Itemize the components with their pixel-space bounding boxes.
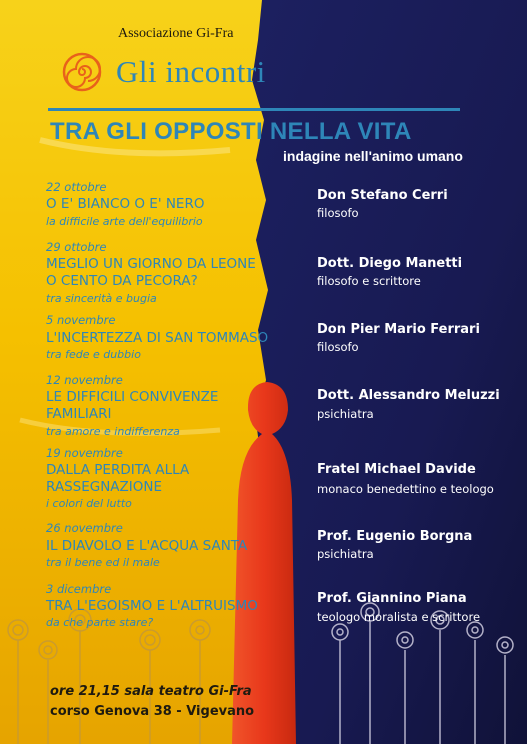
event-speaker: Prof. Eugenio Borgna	[317, 529, 473, 544]
spiral-logo-icon	[62, 52, 102, 92]
event-speaker: Dott. Diego Manetti	[317, 256, 463, 271]
event-date: 22 ottobre	[46, 180, 107, 194]
event-speaker-role: psichiatra	[317, 547, 374, 561]
event-date: 29 ottobre	[46, 240, 107, 254]
event-topic: LE DIFFICILI CONVIVENZE	[46, 389, 219, 405]
event-date: 5 novembre	[46, 313, 116, 327]
event-speaker-role: psichiatra	[317, 407, 374, 421]
event-topic: IL DIAVOLO E L'ACQUA SANTA	[46, 538, 248, 554]
event-topic: L'INCERTEZZA DI SAN TOMMASO	[46, 330, 269, 346]
event-topic: FAMILIARI	[46, 406, 112, 422]
event-note: tra fede e dubbio	[46, 348, 141, 361]
event-date: 26 novembre	[46, 521, 123, 535]
event-date: 3 dicembre	[46, 582, 112, 596]
association-name: Associazione Gi-Fra	[118, 26, 234, 41]
header-divider	[48, 108, 460, 111]
event-speaker-role: filosofo	[317, 206, 359, 220]
event-speaker: Fratel Michael Davide	[317, 462, 476, 477]
event-topic: O CENTO DA PECORA?	[46, 273, 198, 289]
event-note: i colori del lutto	[46, 497, 132, 510]
event-note: da che parte stare?	[46, 616, 154, 629]
event-time-venue: ore 21,15 sala teatro Gi-Fra	[50, 684, 252, 699]
event-date: 19 novembre	[46, 446, 123, 460]
event-speaker: Dott. Alessandro Meluzzi	[317, 388, 500, 403]
event-topic: MEGLIO UN GIORNO DA LEONE	[46, 256, 256, 272]
event-speaker-role: filosofo	[317, 340, 359, 354]
event-note: tra il bene ed il male	[46, 556, 160, 569]
event-speaker: Don Stefano Cerri	[317, 188, 448, 203]
event-speaker: Don Pier Mario Ferrari	[317, 322, 480, 337]
main-title: TRA GLI OPPOSTI NELLA VITA	[50, 118, 412, 145]
event-speaker-role: monaco benedettino e teologo	[317, 482, 494, 496]
event-note: tra sincerità e bugia	[46, 292, 157, 305]
event-speaker-role: filosofo e scrittore	[317, 274, 421, 288]
event-topic: TRA L'EGOISMO E L'ALTRUISMO	[46, 598, 258, 614]
event-note: tra amore e indifferenza	[46, 425, 180, 438]
event-topic: DALLA PERDITA ALLA	[46, 462, 190, 478]
subtitle: indagine nell'animo umano	[283, 148, 463, 164]
event-note: la difficile arte dell'equilibrio	[46, 215, 203, 228]
event-speaker: Prof. Giannino Piana	[317, 591, 467, 606]
event-topic: RASSEGNAZIONE	[46, 479, 163, 495]
event-date: 12 novembre	[46, 373, 123, 387]
series-title: Gli incontri	[116, 54, 266, 89]
event-speaker-role: teologo moralista e scrittore	[317, 610, 481, 624]
event-topic: O E' BIANCO O E' NERO	[46, 196, 205, 212]
event-address: corso Genova 38 - Vigevano	[50, 704, 255, 719]
